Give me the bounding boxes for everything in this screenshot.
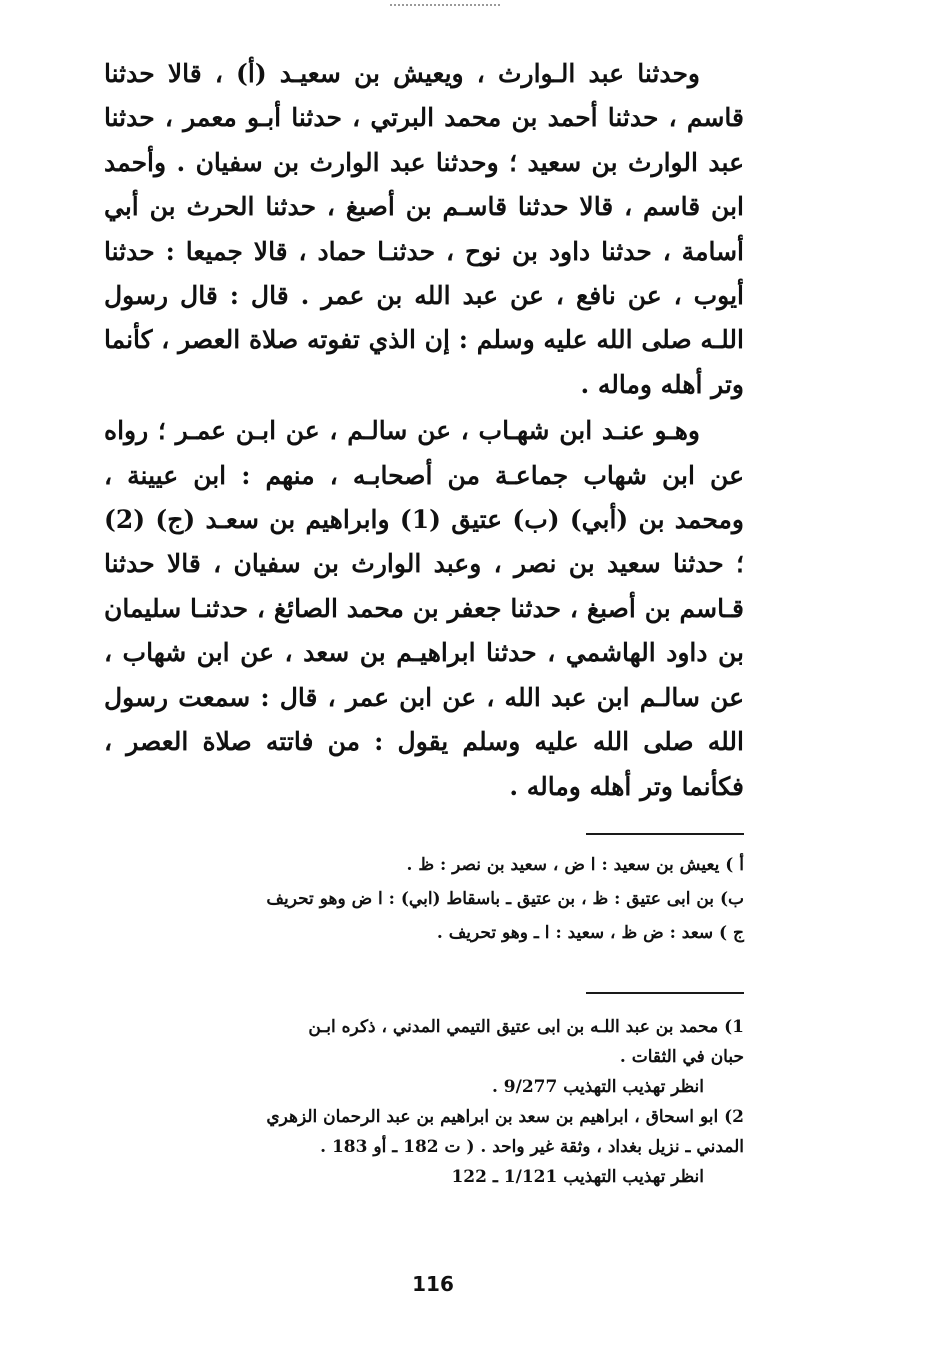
variant-notes [104, 848, 744, 950]
reference-note-2-line-1: 2) ابو اسحاق ، ابراهيم بن سعد بن ابراهيم بن عبد الرحمان الزهري [266, 1107, 744, 1127]
reference-note-1-line-1: 1) محمد بن عبد اللـه بن ابى عتيق التيمي المدني ، ذكره ابـن [308, 1017, 744, 1037]
reference-notes [104, 1012, 744, 1192]
reference-note-2-source: انظر تهذيب التهذيب 1/121 ـ 122 [451, 1167, 704, 1187]
variant-note-a: أ ) يعيش بن سعيد : ا ض ، سعيد بن نصر : ظ . [406, 855, 744, 875]
reference-note-1-line-2: حبان في الثقات . [619, 1047, 744, 1067]
footnote-separator-variants [586, 833, 744, 835]
footnote-separator-references [586, 992, 744, 994]
top-edge-rule [390, 4, 500, 6]
page-number: 116 [412, 1272, 454, 1296]
reference-note-2-line-2: المدني ـ نزيل بغداد ، وثقة غير واحد . ( ت 182 ـ أو 183 . [320, 1137, 744, 1157]
paragraph-2: وهـو عنـد ابن شهـاب ، عن سالـم ، عن ابـن عمـر ؛ رواه عن ابن شهاب جماعـة من أصحابـه ، منهم : ابن عيينة ، ومحمد بن (أبي) (ب) عتيق (1) وابراهيم بن سعـد (ج) (2) ؛ حدثنا سعيد بن نصر ، وعبد الوارث بن سفيان ، قالا حدثنا قـاسم بن أصبغ ، حدثنا جعفر بن محمد الصائغ ، حدثنـا سليمان بن داود الهاشمي ، حدثنا ابراهيـم بن سعد ، عن ابن شهاب ، عن سالـم ابن عبد الله ، عن ابن عمر ، قال : سمعت رسول الله صلى الله عليه وسلم يقول : من فاتته صلاة العصر ، فكأنما وتر أهله وماله . [104, 416, 744, 801]
paragraph-1: وحدثنا عبد الـوارث ، ويعيش بن سعيـد (أ) ، قالا حدثنا قاسم ، حدثنا أحمد بن محمد البرتي ، حدثنا أبـو معمر ، حدثنا عبد الوارث بن سعيد ؛ وحدثنا عبد الوارث بن سفيان . وأحمد ابن قاسم ، قالا حدثنا قاسـم بن أصبغ ، حدثنا الحرث بن أبي أسامة ، حدثنا داود بن نوح ، حدثنـا حماد ، قالا جميعا : حدثنا أيوب ، عن نافع ، عن عبد الله بن عمر . قال : قال رسول اللـه صلى الله عليه وسلم : إن الذي تفوته صلاة العصر ، كأنما وتر أهله وماله . [104, 59, 744, 399]
variant-note-b: ب) بن ابى عتيق : ظ ، بن عتيق ـ باسقاط (ابي) : ا ض وهو تحريف [266, 889, 744, 909]
main-text-block [104, 52, 744, 809]
reference-note-1-source: انظر تهذيب التهذيب 9/277 . [491, 1077, 704, 1097]
variant-note-c: ج ) سعد : ض ظ ، سعيد : ا ـ وهو تحريف . [436, 923, 744, 943]
